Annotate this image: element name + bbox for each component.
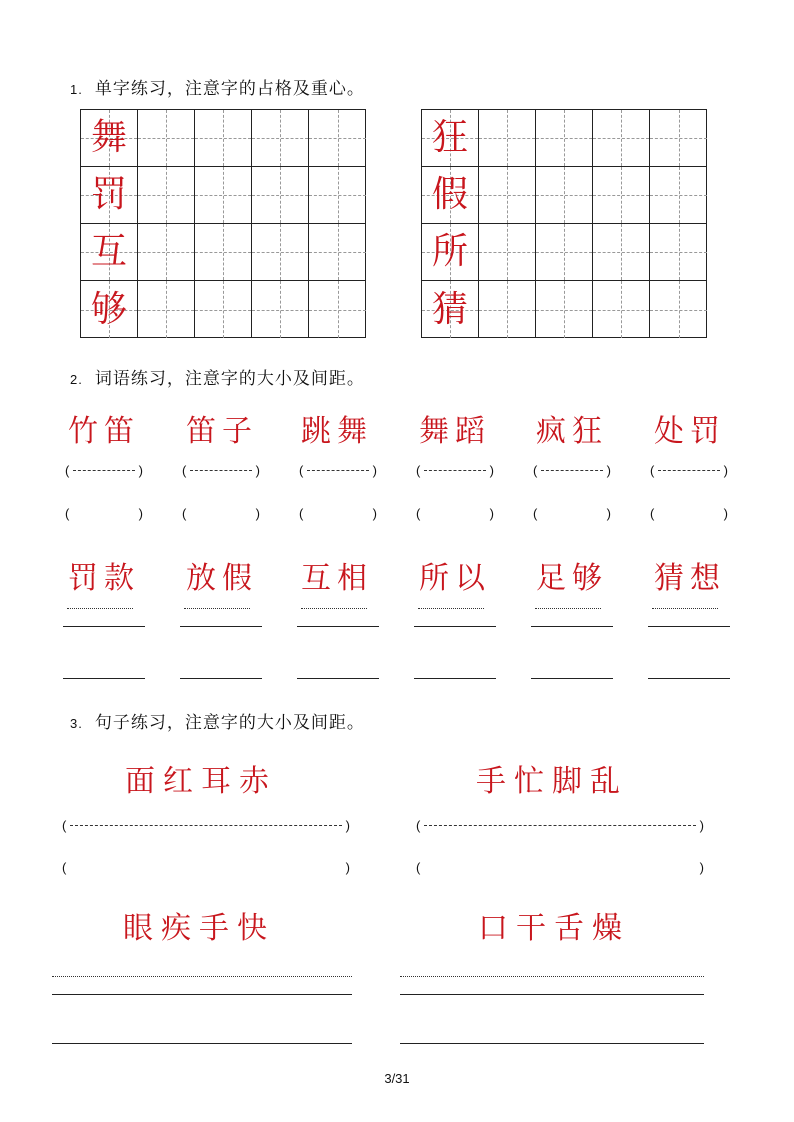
phrase-3-writing-line-2[interactable] [52,1043,352,1044]
row1-answer-paren-dashed[interactable] [650,462,728,478]
cell-horizontal-guide [650,310,707,311]
row1-word: 舞蹈 [419,414,491,449]
phrase-4-writing-line-1[interactable] [400,994,704,995]
paren-open: ( [65,505,70,521]
cell-horizontal-guide [252,252,308,253]
dashed-guide [70,825,341,826]
paren-close: ) [138,505,143,521]
paren-open: ( [62,817,67,833]
cell-horizontal-guide [309,310,366,311]
right-grid-cell[interactable] [536,110,593,167]
cell-horizontal-guide [138,195,194,196]
right-grid-cell[interactable] [479,224,536,281]
row1-word: 竹笛 [68,414,140,449]
phrase-1-answer-paren-2[interactable] [62,858,350,876]
right-grid-cell[interactable] [479,110,536,167]
left-grid-model-char: 舞 [90,117,127,158]
left-grid-cell[interactable] [309,281,366,338]
cell-horizontal-guide [536,310,592,311]
left-grid-cell[interactable] [252,281,309,338]
left-grid-cell[interactable] [195,281,252,338]
paren-close: ) [372,462,377,478]
right-grid-cell[interactable] [593,281,650,338]
phrase-1-answer-paren-1[interactable] [62,816,350,834]
right-grid-cell[interactable] [536,167,593,224]
section2-number: 2. [70,372,83,387]
right-grid-model-char: 假 [431,174,468,215]
row2-writing-line[interactable] [648,678,730,679]
cell-horizontal-guide [479,310,535,311]
left-grid-cell[interactable] [309,224,366,281]
cell-horizontal-guide [138,138,194,139]
left-grid-cell[interactable] [81,281,138,338]
row2-word: 放假 [186,561,258,596]
cell-horizontal-guide [195,138,251,139]
cell-horizontal-guide [195,310,251,311]
right-grid-cell[interactable] [422,110,479,167]
row1-answer-paren-dashed[interactable] [416,462,494,478]
left-grid-cell[interactable] [81,110,138,167]
row1-answer-paren[interactable] [416,505,494,521]
phrase-2-answer-paren-1[interactable] [416,816,704,834]
left-grid-model-char: 够 [90,288,127,330]
row1-answer-paren[interactable] [299,505,377,521]
section1-title: 单字练习，注意字的占格及重心。 [94,79,365,99]
section1-heading [70,74,365,99]
paren-open: ( [416,859,421,875]
left-grid-cell[interactable] [252,224,309,281]
paren-open: ( [416,505,421,521]
phrase-4-writing-line-2[interactable] [400,1043,704,1044]
phrase-2-answer-paren-2[interactable] [416,858,704,876]
left-grid-cell[interactable] [138,110,195,167]
section2-heading [70,364,365,389]
right-grid-cell[interactable] [422,224,479,281]
dashed-guide [307,470,368,471]
cell-horizontal-guide [593,138,649,139]
row1-answer-paren-dashed[interactable] [65,462,143,478]
right-grid-cell[interactable] [593,167,650,224]
right-grid-cell[interactable] [650,281,707,338]
cell-horizontal-guide [650,252,707,253]
left-grid-model-char: 罚 [90,174,127,215]
paren-open: ( [416,462,421,478]
right-grid-cell[interactable] [422,281,479,338]
paren-close: ) [699,859,704,875]
section3-heading [70,708,365,733]
row2-writing-line[interactable] [648,626,730,627]
row1-answer-paren[interactable] [182,505,260,521]
row2-word: 互相 [301,561,373,596]
cell-horizontal-guide [650,195,707,196]
cell-horizontal-guide [309,138,366,139]
paren-close: ) [138,462,143,478]
section2-title: 词语练习，注意字的大小及间距。 [94,369,365,389]
row2-writing-line[interactable] [297,678,379,679]
row1-word: 笛子 [186,414,258,449]
row2-writing-line[interactable] [63,678,145,679]
right-grid-cell[interactable] [650,224,707,281]
row1-answer-paren[interactable] [650,505,728,521]
paren-open: ( [182,462,187,478]
row1-answer-paren-dashed[interactable] [299,462,377,478]
paren-close: ) [345,859,350,875]
row2-writing-line[interactable] [180,678,262,679]
right-grid-cell[interactable] [536,281,593,338]
dashed-guide [541,470,602,471]
left-grid-cell[interactable] [309,167,366,224]
paren-open: ( [299,462,304,478]
cell-horizontal-guide [593,310,649,311]
row2-word: 足够 [536,561,608,596]
row2-dotted-line [652,608,718,609]
phrase-1: 面红耳赤 [125,764,277,799]
row1-answer-paren-dashed[interactable] [182,462,260,478]
left-grid-cell[interactable] [81,224,138,281]
row1-answer-paren-dashed[interactable] [533,462,611,478]
row2-word: 猜想 [654,561,726,596]
right-grid-cell[interactable] [536,224,593,281]
paren-close: ) [372,505,377,521]
row1-answer-paren[interactable] [533,505,611,521]
left-grid-cell[interactable] [138,167,195,224]
row2-writing-line[interactable] [531,626,613,627]
row2-dotted-line [67,608,133,609]
right-grid-model-char: 猜 [431,288,468,330]
cell-horizontal-guide [536,195,592,196]
phrase-3-writing-line-1[interactable] [52,994,352,995]
dashed-guide [73,470,134,471]
dashed-guide [190,470,251,471]
right-char-grid [421,109,707,338]
right-grid-cell[interactable] [593,224,650,281]
paren-close: ) [345,817,350,833]
row2-dotted-line [535,608,601,609]
paren-close: ) [255,505,260,521]
row2-writing-line[interactable] [531,678,613,679]
cell-horizontal-guide [593,252,649,253]
row1-answer-paren[interactable] [65,505,143,521]
paren-close: ) [723,505,728,521]
cell-horizontal-guide [479,252,535,253]
row2-dotted-line [301,608,367,609]
paren-close: ) [255,462,260,478]
right-grid-cell[interactable] [479,281,536,338]
right-grid-cell[interactable] [650,110,707,167]
left-grid-cell[interactable] [81,167,138,224]
left-grid-cell[interactable] [195,110,252,167]
cell-horizontal-guide [252,195,308,196]
paren-close: ) [606,505,611,521]
section3-number: 3. [70,716,83,731]
cell-horizontal-guide [252,138,308,139]
cell-horizontal-guide [309,252,366,253]
cell-horizontal-guide [479,138,535,139]
cell-horizontal-guide [138,310,194,311]
row2-word: 罚款 [68,561,140,596]
right-grid-cell[interactable] [422,167,479,224]
right-grid-cell[interactable] [479,167,536,224]
right-grid-cell[interactable] [593,110,650,167]
row2-dotted-line [184,608,250,609]
paren-open: ( [416,817,421,833]
paren-open: ( [182,505,187,521]
left-grid-cell[interactable] [138,224,195,281]
left-grid-cell[interactable] [309,110,366,167]
left-grid-cell[interactable] [252,110,309,167]
cell-horizontal-guide [138,252,194,253]
phrase-3-dotted-line [52,976,352,977]
section1-number: 1. [70,82,83,97]
right-grid-model-char: 所 [431,231,468,272]
dashed-guide [424,470,485,471]
paren-open: ( [62,859,67,875]
cell-horizontal-guide [195,252,251,253]
left-grid-cell[interactable] [252,167,309,224]
page-number: 3/31 [384,1071,410,1086]
phrase-3: 眼疾手快 [123,911,275,946]
row1-word: 处罚 [654,414,726,449]
paren-open: ( [533,462,538,478]
cell-horizontal-guide [593,195,649,196]
phrase-4-dotted-line [400,976,704,977]
row2-writing-line[interactable] [63,626,145,627]
left-grid-model-char: 互 [90,231,127,272]
row2-writing-line[interactable] [180,626,262,627]
paren-close: ) [606,462,611,478]
left-char-grid [80,109,366,338]
cell-horizontal-guide [650,138,707,139]
row1-word: 疯狂 [536,414,608,449]
paren-close: ) [489,462,494,478]
dashed-guide [424,825,695,826]
paren-close: ) [723,462,728,478]
cell-horizontal-guide [309,195,366,196]
row1-word: 跳舞 [301,414,373,449]
paren-open: ( [65,462,70,478]
cell-horizontal-guide [536,138,592,139]
phrase-4: 口干舌燥 [478,911,630,946]
cell-horizontal-guide [479,195,535,196]
left-grid-cell[interactable] [138,281,195,338]
left-grid-cell[interactable] [195,167,252,224]
right-grid-model-char: 狂 [431,117,468,158]
paren-open: ( [650,505,655,521]
paren-open: ( [299,505,304,521]
cell-horizontal-guide [195,195,251,196]
cell-horizontal-guide [536,252,592,253]
cell-horizontal-guide [252,310,308,311]
paren-open: ( [650,462,655,478]
dashed-guide [658,470,719,471]
paren-open: ( [533,505,538,521]
row2-writing-line[interactable] [414,626,496,627]
paren-close: ) [699,817,704,833]
row2-dotted-line [418,608,484,609]
phrase-2: 手忙脚乱 [476,764,628,799]
right-grid-cell[interactable] [650,167,707,224]
left-grid-cell[interactable] [195,224,252,281]
row2-writing-line[interactable] [297,626,379,627]
paren-close: ) [489,505,494,521]
section3-title: 句子练习，注意字的大小及间距。 [94,713,365,733]
row2-writing-line[interactable] [414,678,496,679]
row2-word: 所以 [419,561,491,596]
